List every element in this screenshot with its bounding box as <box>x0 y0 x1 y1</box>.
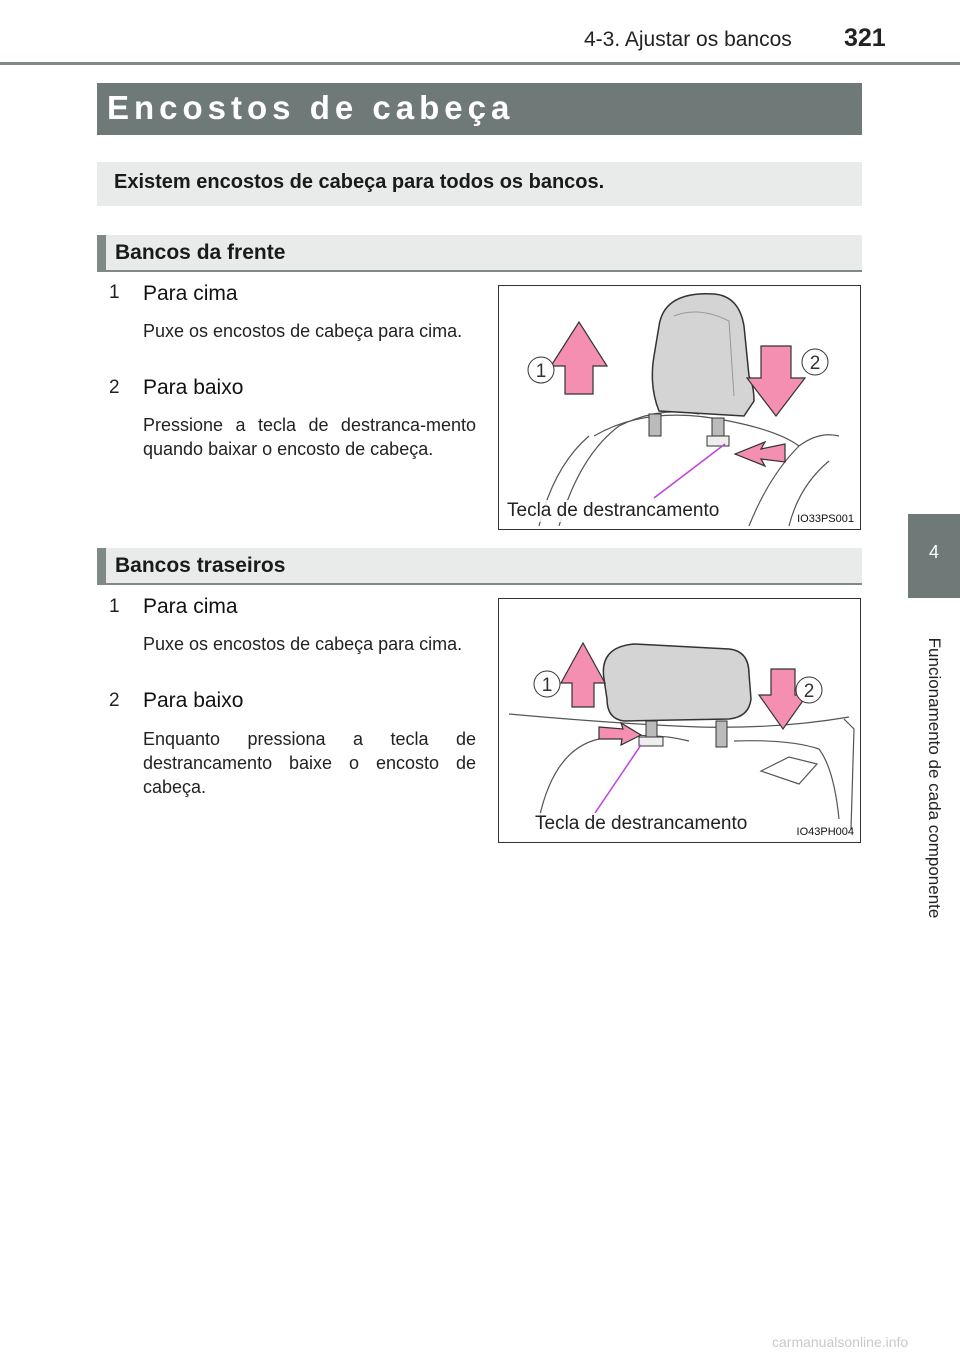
intro-text: Existem encostos de cabeça para todos os bancos. <box>97 162 862 206</box>
rear-headrest-illustration <box>499 599 861 843</box>
rear-step-1-number: 1 <box>109 596 120 617</box>
rear-step-2-title: Para baixo <box>143 689 244 712</box>
rear-step-1-description: Puxe os encostos de cabeça para cima. <box>143 634 463 654</box>
rear-step-1-title: Para cima <box>143 595 238 618</box>
front-step-2-description: Pressione a tecla de destranca-mento quando baixar o encosto de cabeça. <box>143 415 476 459</box>
front-step-1-title: Para cima <box>143 282 238 305</box>
front-figure-label: Tecla de destrancamento <box>507 500 720 521</box>
rear-headrest-figure <box>498 598 861 843</box>
front-step-2-title: Para baixo <box>143 376 244 399</box>
front-callout-1: 1 <box>535 361 547 382</box>
chapter-title: Funcionamento de cada componente <box>925 637 944 919</box>
page-title: Encostos de cabeça <box>97 83 862 135</box>
header-rule <box>0 62 960 65</box>
rear-figure-code: IO43PH004 <box>796 826 854 838</box>
page-number: 321 <box>844 24 886 52</box>
rear-figure-label: Tecla de destrancamento <box>535 813 748 834</box>
rear-step-2-description: Enquanto pressiona a tecla de destrancamento baixe o encosto de cabeça. <box>143 729 476 797</box>
front-step-2-number: 2 <box>109 377 120 398</box>
chapter-tab: 4 <box>908 514 960 598</box>
rear-callout-2: 2 <box>803 681 815 702</box>
watermark: carmanualsonline.info <box>772 1334 909 1350</box>
rear-section-heading: Bancos traseiros <box>97 548 862 585</box>
front-headrest-illustration <box>499 286 861 530</box>
rear-step-2-number: 2 <box>109 690 120 711</box>
front-callout-2: 2 <box>809 353 821 374</box>
front-headrest-figure <box>498 285 861 530</box>
front-figure-code: IO33PS001 <box>797 513 854 525</box>
front-section-heading: Bancos da frente <box>97 235 862 272</box>
front-step-1-number: 1 <box>109 282 120 303</box>
section-title: 4-3. Ajustar os bancos <box>584 28 792 51</box>
front-step-1-description: Puxe os encostos de cabeça para cima. <box>143 321 463 341</box>
rear-callout-1: 1 <box>541 675 553 696</box>
